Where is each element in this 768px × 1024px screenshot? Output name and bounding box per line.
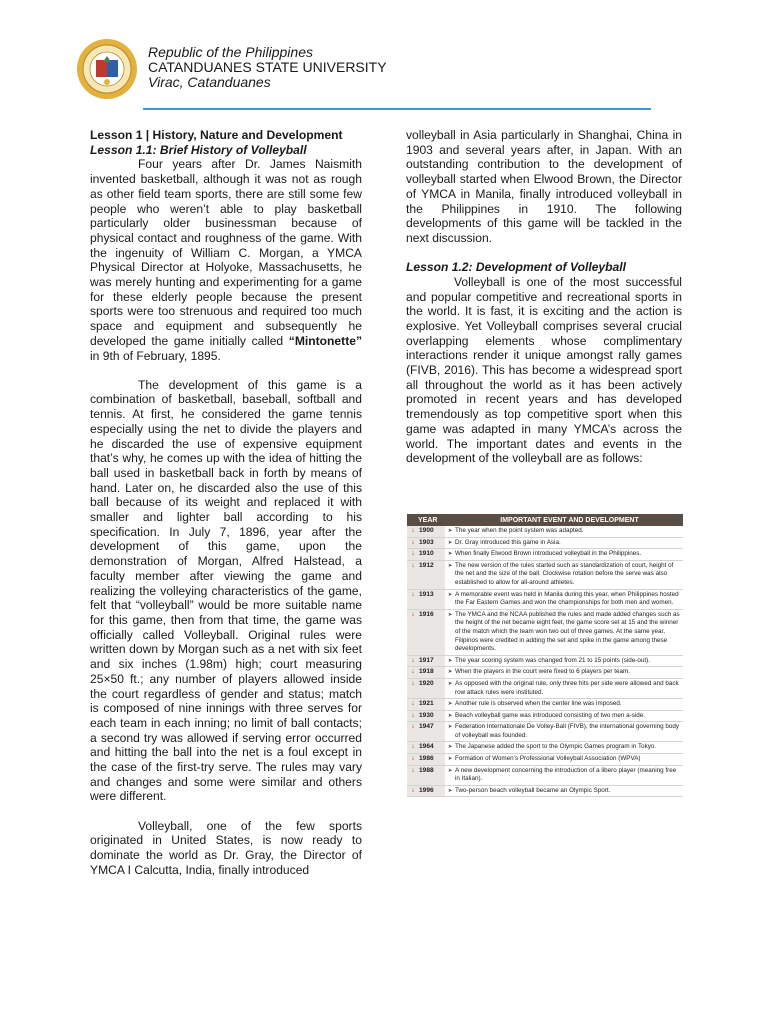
arrowhead-bullet-icon: ➤: [447, 657, 453, 664]
year-value: 1903: [419, 538, 434, 546]
table-row: [407, 526, 683, 538]
year-value: 1921: [419, 700, 434, 708]
header-text: [148, 45, 387, 90]
year-value: 1930: [419, 711, 434, 719]
year-cell: [407, 679, 445, 698]
year-cell: [407, 766, 445, 785]
down-arrow-icon: ↓: [411, 550, 415, 558]
paragraph-origin: [90, 157, 362, 363]
event-cell: Formation of Women’s Professional Volleyball Association (WPVA): [455, 755, 641, 763]
arrowhead-bullet-icon: ➤: [447, 551, 453, 558]
year-cell: [407, 722, 445, 741]
table-row: [407, 610, 683, 656]
event-cell: Two-person beach volleyball became an Olympic Sport.: [455, 786, 611, 794]
timeline-body: [407, 526, 683, 797]
table-row: [407, 656, 683, 668]
down-arrow-icon: ↓: [411, 786, 415, 794]
lesson-1-2-heading: Lesson 1.2: Development of Volleyball: [406, 260, 626, 275]
year-cell: [407, 667, 445, 678]
table-row: [407, 699, 683, 711]
lesson-title: Lesson 1 | History, Nature and Development: [90, 128, 343, 142]
event-cell: The year scoring system was changed from 21 to 15 points (side-out).: [455, 656, 650, 664]
table-row: [407, 538, 683, 550]
origin-text: Four years after Dr. James Naismith invented basketball, although it was not as rough as other field team sports, there are still some few people who weren’t able to play basketball particularly older businessman because of physical contact and roughness of the game. With the ingenuity of William C. Morgan, a YMCA Physical Director at Holyoke, Massachusetts, he was merely hunting and experimenting for a game for these elderly people because the present sports were too strenuous and required too much space and equipment and subsequently he developed the game initially called: [90, 157, 362, 348]
arrowhead-bullet-icon: ➤: [447, 528, 453, 534]
down-arrow-icon: ↓: [411, 743, 415, 751]
year-cell: [407, 656, 445, 667]
year-cell: [407, 538, 445, 549]
down-arrow-icon: ↓: [411, 723, 415, 731]
university-seal-logo: [76, 38, 138, 100]
down-arrow-icon: ↓: [411, 700, 415, 708]
event-cell: The YMCA and the NCAA published the rules and made added changes such as the height of the net became eight feet, the game score set at 15 and the winner of the match which the team won two out of three games. At the same year, Filipinos were credited in adding the set and spike in the game among these developments.: [455, 610, 680, 653]
year-cell: [407, 711, 445, 722]
arrowhead-bullet-icon: ➤: [447, 787, 453, 794]
down-arrow-icon: ↓: [411, 561, 415, 569]
year-value: 1917: [419, 656, 434, 664]
year-value: 1988: [419, 766, 434, 774]
year-value: 1918: [419, 668, 434, 676]
location-line: Virac, Catanduanes: [148, 74, 271, 90]
down-arrow-icon: ↓: [411, 527, 415, 534]
table-row: [407, 549, 683, 561]
down-arrow-icon: ↓: [411, 538, 415, 546]
event-cell: Another rule is observed when the center line was imposed.: [455, 700, 622, 708]
timeline-header: [407, 514, 683, 526]
event-cell: As opposed with the original rule, only three hits per side were allowed and back row attack rules were instituted.: [455, 679, 679, 696]
table-row: [407, 786, 683, 798]
table-row: [407, 722, 683, 742]
down-arrow-icon: ↓: [411, 711, 415, 719]
year-value: 1920: [419, 679, 434, 687]
down-arrow-icon: ↓: [411, 668, 415, 676]
year-cell: [407, 754, 445, 765]
paragraph-spread: Volleyball, one of the few sports originated in United States, is now ready to dominate the world as Dr. Gray, the Director of YMCA I Calcutta, India, finally introduced: [90, 818, 362, 877]
left-column: [90, 128, 362, 877]
event-cell: Federation Internationale De Volley-Ball (FIVB), the international governing body of volleyball was founded.: [455, 723, 680, 739]
table-row: [407, 679, 683, 699]
arrowhead-bullet-icon: ➤: [447, 744, 453, 751]
table-row: [407, 711, 683, 723]
year-value: 1910: [419, 550, 434, 558]
arrowhead-bullet-icon: ➤: [447, 611, 453, 618]
year-value: 1916: [419, 610, 434, 618]
table-row: [407, 590, 683, 610]
table-row: [407, 561, 683, 590]
year-cell: [407, 561, 445, 589]
lesson-1-1-heading: Lesson 1.1: Brief History of Volleyball: [90, 142, 307, 157]
year-value: 1986: [419, 755, 434, 763]
arrowhead-bullet-icon: ➤: [447, 562, 453, 569]
arrowhead-bullet-icon: ➤: [447, 669, 453, 676]
year-value: 1996: [419, 786, 434, 794]
paragraph-development: The development of this game is a combination of basketball, baseball, softball and tennis. At first, he considered the game tennis especially using the net to divide the players and he discarded the use of expensive equipment that’s why, he comes up with the idea of hitting the ball used in basketball back in forth by means of hand. Later on, he discarded also the use of this ball because of its weight and replaced it with smaller and lighter ball according to his specification. In July 7, 1896, year after the development of this game, upon the demonstration of Morgan, Alfred Halstead, a faculty member after viewing the game and realizing the volleying characteristics of the game, felt that “volleyball” would be more suitable name for this game, then from that time, the game was officially called Volleyball. Original rules were written down by Morgan such as a net with six feet and six inches (1.98m) high; court measuring 25×50 ft.; any number of players allowed inside the court regardless of gender and status; match is composed of nine innings with three serves for each team in each inning; no limit of ball contacts; a second try was allowed if serving error occurred and hitting the ball into the net is a foul except in the case of the first-try serve. The rules may vary and changes and some were similar and others were different.: [90, 377, 362, 804]
year-column-header: YEAR: [418, 516, 438, 524]
arrowhead-bullet-icon: ➤: [447, 724, 453, 731]
arrowhead-bullet-icon: ➤: [447, 712, 453, 719]
event-cell: Dr. Gray introduced this game in Asia.: [455, 538, 561, 546]
year-value: 1964: [419, 743, 434, 751]
event-column-header: IMPORTANT EVENT AND DEVELOPMENT: [500, 516, 639, 524]
university-name: CATANDUANES STATE UNIVERSITY: [148, 59, 387, 75]
event-cell: When finally Elwood Brown introduced volleyball in the Philippines.: [455, 550, 642, 558]
down-arrow-icon: ↓: [411, 590, 415, 598]
year-value: 1900: [419, 527, 434, 534]
table-row: [407, 667, 683, 679]
right-column: [406, 128, 682, 466]
page-header: [76, 36, 656, 114]
event-cell: The year when the point system was adapted.: [455, 527, 584, 534]
down-arrow-icon: ↓: [411, 656, 415, 664]
event-cell: A memorable event was held in Manila during this year, when Philippines hosted the Far Eastern Games and won the championships for both men and women.: [455, 590, 679, 607]
year-value: 1947: [419, 723, 434, 731]
republic-line: Republic of the Philippines: [148, 44, 313, 60]
year-value: 1912: [419, 561, 434, 569]
arrowhead-bullet-icon: ➤: [447, 701, 453, 708]
year-cell: [407, 526, 445, 537]
paragraph-asia: volleyball in Asia particularly in Shanghai, China in 1903 and several years after, in Japan. With an outstanding contribution to the development of volleyball started when Elwood Brown, the Director of YMCA in Manila, finally introduced volleyball in the Philippines in 1910. The following developments of this game will be tackled in the next discussion.: [406, 128, 682, 245]
down-arrow-icon: ↓: [411, 610, 415, 618]
event-cell: Beach volleyball game was introduced consisting of two men a-side.: [455, 711, 646, 719]
event-cell: The new version of the rules started such as standardization of court, height of the net and the size of the ball. Clockwise rotation before the serve was also established to allow for all-around athletes.: [455, 561, 674, 586]
year-cell: [407, 610, 445, 655]
paragraph-importance: Volleyball is one of the most successful and popular competitive and recreational sports in the world. It is fast, it is exciting and the action is explosive. Yet Volleyball comprises several crucial overlapping elements whose complimentary interactions render it unique amongst rally games (FIVB, 2016). This has become a widespread sport all throughout the world as it has been actively promoted in recent years and has developed tremendously as top competitive sport when this game was adapted in many YMCA’s across the world. The important dates and events in the development of the volleyball are as follows:: [406, 274, 682, 466]
year-cell: [407, 742, 445, 753]
arrowhead-bullet-icon: ➤: [447, 591, 453, 598]
table-row: [407, 742, 683, 754]
year-cell: [407, 590, 445, 609]
down-arrow-icon: ↓: [411, 755, 415, 763]
event-cell: A new development concerning the introduction of a libero player (meaning free in Italian).: [455, 766, 677, 783]
down-arrow-icon: ↓: [411, 679, 415, 687]
event-cell: When the players in the court were fixed to 6 players per team.: [455, 668, 631, 676]
event-cell: The Japanese added the sport to the Olympic Games program in Tokyo.: [455, 743, 657, 751]
down-arrow-icon: ↓: [411, 766, 415, 774]
year-cell: [407, 786, 445, 797]
table-row: [407, 766, 683, 786]
year-value: 1913: [419, 590, 434, 598]
arrowhead-bullet-icon: ➤: [447, 767, 453, 774]
mintonette-term: “Mintonette”: [288, 333, 362, 348]
header-divider: [143, 108, 651, 110]
arrowhead-bullet-icon: ➤: [447, 756, 453, 763]
table-row: [407, 754, 683, 766]
year-cell: [407, 549, 445, 560]
arrowhead-bullet-icon: ➤: [447, 539, 453, 546]
year-cell: [407, 699, 445, 710]
arrowhead-bullet-icon: ➤: [447, 680, 453, 687]
origin-date: in 9th of February, 1895.: [90, 348, 221, 363]
volleyball-timeline-table: [407, 514, 683, 797]
